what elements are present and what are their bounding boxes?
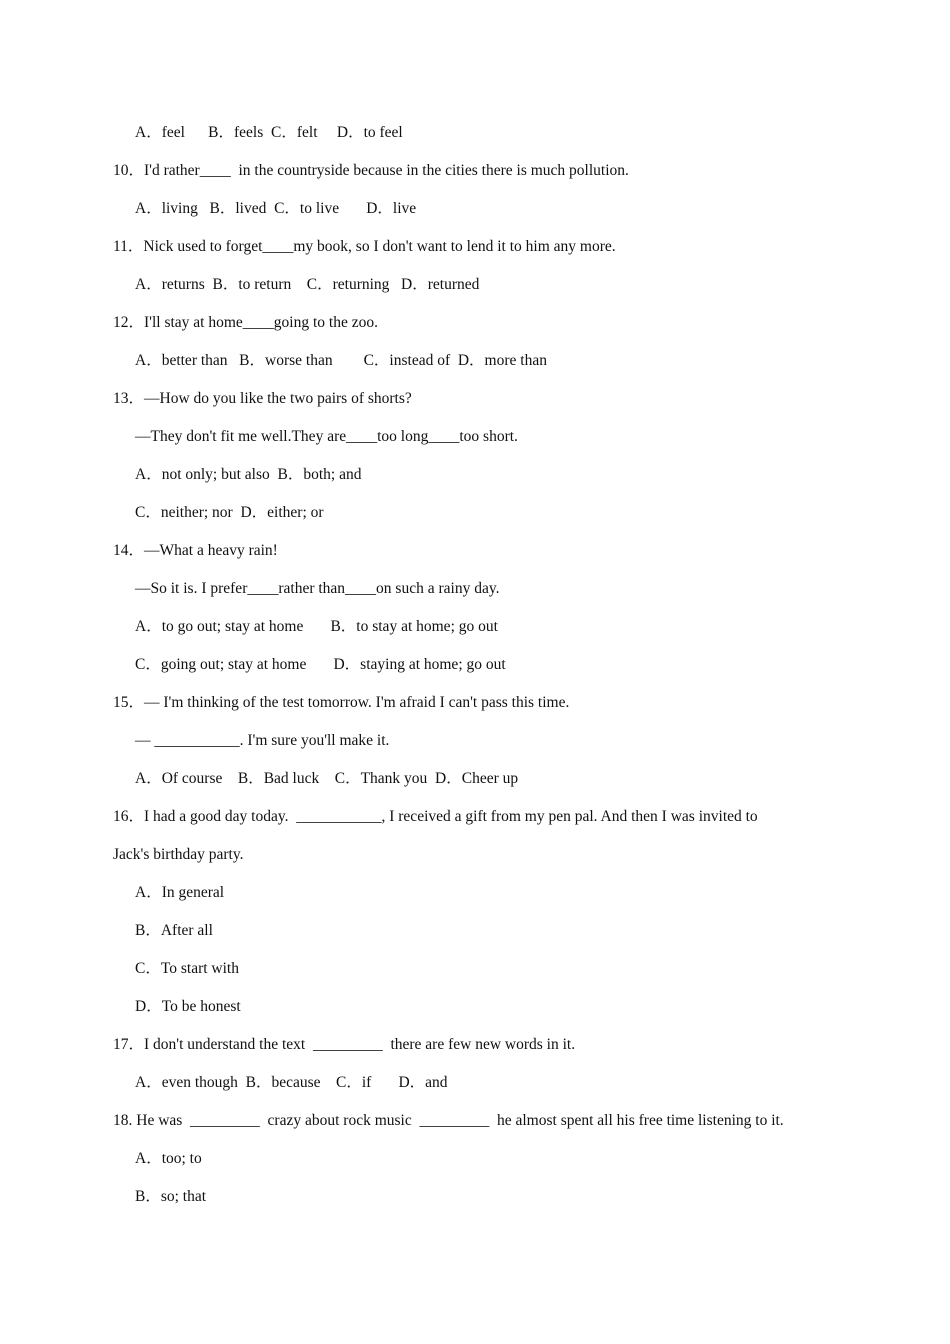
q14-options-ab: A．to go out; stay at home B．to stay at home; go out <box>135 618 498 635</box>
q15-reply: — ___________. I'm sure you'll make it. <box>135 732 390 749</box>
q14-reply: —So it is. I prefer____rather than____on such a rainy day. <box>135 580 500 597</box>
q16-option-a: A．In general <box>135 884 225 901</box>
q14-stem: 14．—What a heavy rain! <box>113 542 278 559</box>
q16-stem-continued: Jack's birthday party. <box>113 846 244 863</box>
q13-reply: —They don't fit me well.They are____too long____too short. <box>135 428 518 445</box>
q12-stem: 12．I'll stay at home____going to the zoo. <box>113 314 378 331</box>
q16-stem: 16．I had a good day today. ___________, I received a gift from my pen pal. And then I was invited to <box>113 808 758 825</box>
q16-option-d: D．To be honest <box>135 998 241 1015</box>
q14-options-cd: C．going out; stay at home D．staying at home; go out <box>135 656 506 673</box>
q13-options-ab: A．not only; but also B．both; and <box>135 466 362 483</box>
q9-options: A．feel B．feels C．felt D．to feel <box>135 124 403 141</box>
q17-stem: 17．I don't understand the text _________ there are few new words in it. <box>113 1036 576 1053</box>
q13-options-cd: C．neither; nor D．either; or <box>135 504 324 521</box>
q17-options: A．even though B．because C．if D．and <box>135 1074 448 1091</box>
q11-stem: 11．Nick used to forget____my book, so I don't want to lend it to him any more. <box>113 238 616 255</box>
q18-option-b: B．so; that <box>135 1188 207 1205</box>
q18-option-a: A．too; to <box>135 1150 202 1167</box>
q15-options: A．Of course B．Bad luck C．Thank you D．Cheer up <box>135 770 519 787</box>
q10-options: A．living B．lived C．to live D．live <box>135 200 417 217</box>
q10-stem: 10．I'd rather____ in the countryside because in the cities there is much pollution. <box>113 162 629 179</box>
q16-option-c: C．To start with <box>135 960 239 977</box>
q12-options: A．better than B．worse than C．instead of D．more than <box>135 352 547 369</box>
q13-stem: 13．—How do you like the two pairs of shorts? <box>113 390 412 407</box>
q16-option-b: B．After all <box>135 922 213 939</box>
q15-stem: 15．— I'm thinking of the test tomorrow. I'm afraid I can't pass this time. <box>113 694 570 711</box>
q18-stem: 18. He was _________ crazy about rock music _________ he almost spent all his free time listening to it. <box>113 1112 784 1129</box>
q11-options: A．returns B．to return C．returning D．returned <box>135 276 480 293</box>
